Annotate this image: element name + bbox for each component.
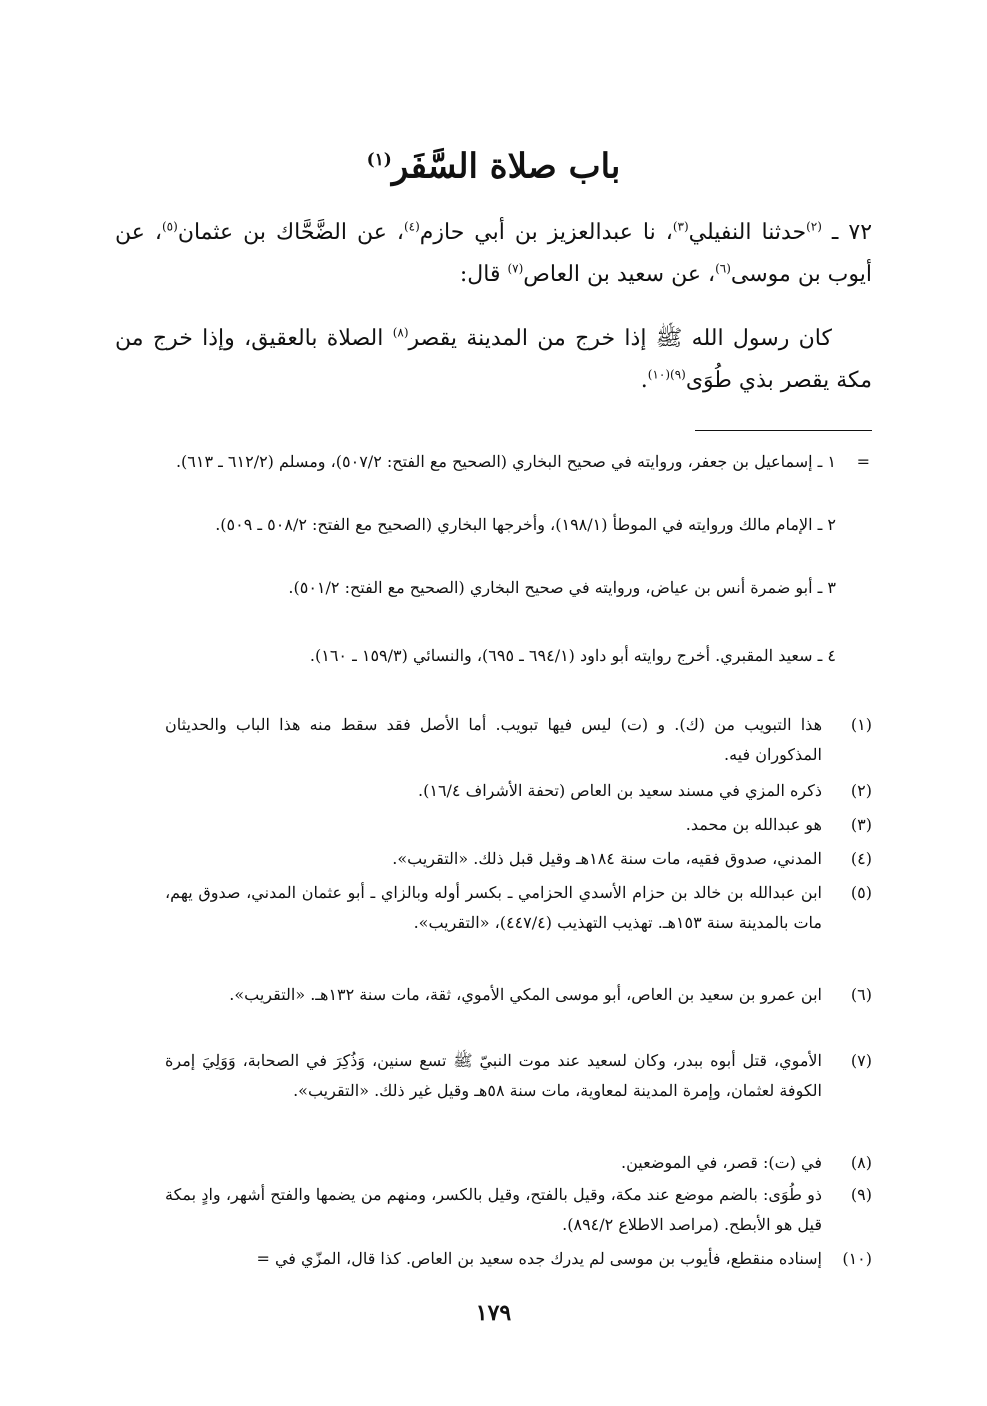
isnad-text: قال: bbox=[459, 262, 508, 287]
matn-text: الصلاة بالعقيق، وإذا خرج من مكة يقصر بذي طُوَى bbox=[115, 326, 872, 393]
isnad-text: ، نا عبدالعزيز بن أبي حازم bbox=[419, 220, 673, 245]
footnote-text: هذا التبويب من (ك). و (ت) ليس فيها تبويب. أما الأصل فقد سقط منه هذا الباب والحديثان المذكوران فيه. bbox=[165, 715, 822, 764]
footnote-text: إسناده منقطع، فأيوب بن موسى لم يدرك جده سعيد بن العاص. كذا قال، المزّي في = bbox=[256, 1249, 822, 1268]
footnote-number: (١٠) bbox=[842, 1249, 872, 1268]
footnote-number: (٤) bbox=[850, 849, 872, 868]
chapter-title bbox=[0, 140, 987, 186]
ref-3: (٣) bbox=[672, 219, 689, 234]
continued-note: ١ ـ إسماعيل بن جعفر، وروايته في صحيح البخاري (الصحيح مع الفتح: ٥٠٧/٢)، ومسلم (٦١٢/٢ ـ ٦١٣). bbox=[175, 452, 836, 471]
footnote-number: (١) bbox=[850, 715, 872, 734]
chapter-title-text: باب صلاة السَّفَر bbox=[391, 146, 621, 187]
footnote-number: (٢) bbox=[850, 781, 872, 800]
footnote bbox=[165, 710, 872, 770]
continued-note: ٢ ـ الإمام مالك وروايته في الموطأ (١٩٨/١)، وأخرجها البخاري (الصحيح مع الفتح: ٥٠٨/٢ ـ ٥٠٩). bbox=[215, 515, 836, 534]
ref-9: (٩) bbox=[670, 367, 686, 382]
footnote-number: (٧) bbox=[850, 1051, 872, 1070]
page-number: ١٧٩ bbox=[475, 1300, 512, 1326]
chapter-title-ref: (١) bbox=[366, 150, 392, 170]
footnote bbox=[165, 810, 872, 840]
ref-7: (٧) bbox=[507, 261, 524, 276]
isnad-text: حدثنا النفيلي bbox=[688, 220, 807, 245]
ref-5: (٥) bbox=[161, 219, 178, 234]
footnote bbox=[165, 1046, 872, 1106]
footnote bbox=[165, 1148, 872, 1178]
continued-note: ٣ ـ أبو ضمرة أنس بن عياض، وروايته في صحيح البخاري (الصحيح مع الفتح: ٥٠١/٢). bbox=[288, 578, 836, 597]
footnote-text: ذكره المزي في مسند سعيد بن العاص (تحفة الأشراف ١٦/٤). bbox=[418, 781, 822, 800]
ref-8: (٨) bbox=[392, 325, 409, 340]
matn-text: . bbox=[640, 368, 648, 393]
footnote-text: ابن عمرو بن سعيد بن العاص، أبو موسى المكي الأموي، ثقة، مات سنة ١٣٢هـ. «التقريب». bbox=[229, 985, 822, 1004]
hadith-matn bbox=[115, 318, 872, 402]
footnote-number: (٣) bbox=[850, 815, 872, 834]
isnad-text: ، عن سعيد بن العاص bbox=[523, 262, 716, 287]
footnote-text: ابن عبدالله بن خالد بن حزام الأسدي الحزامي ـ بكسر أوله وبالزاي ـ أبو عثمان المدني، صدوق يهم، مات بالمدينة سنة ١٥٣هـ. تهذيب التهذيب (٤٤٧/٤)، «التقريب». bbox=[165, 883, 822, 932]
footnote-text: في (ت): قصر، في الموضعين. bbox=[621, 1153, 822, 1172]
hadith-isnad bbox=[115, 212, 872, 296]
footnote bbox=[165, 1244, 872, 1274]
footnote-text: المدني، صدوق فقيه، مات سنة ١٨٤هـ وقيل قبل ذلك. «التقريب». bbox=[392, 849, 822, 868]
footnote-number: (٥) bbox=[850, 883, 872, 902]
footnote bbox=[165, 844, 872, 874]
continued-note: ٤ ـ سعيد المقبري. أخرج روايته أبو داود (٦٩٤/١ ـ ٦٩٥)، والنسائي (١٥٩/٣ ـ ١٦٠). bbox=[309, 646, 836, 665]
footnote-number: (٩) bbox=[850, 1185, 872, 1204]
footnote-text: الأموي، قتل أبوه ببدر، وكان لسعيد عند موت النبيّ ﷺ تسع سنين، وَذُكِرَ في الصحابة، وَوَلِيَ إمرة الكوفة لعثمان، وإمرة المدينة لمعاوية، مات سنة ٥٨هـ وقيل غير ذلك. «التقريب». bbox=[165, 1051, 822, 1100]
footnote bbox=[165, 980, 872, 1010]
ref-4: (٤) bbox=[403, 219, 420, 234]
ref-10: (١٠) bbox=[647, 367, 670, 382]
footnote-text: ذو طُوَى: بالضم موضع عند مكة، وقيل بالفتح، وقيل بالكسر، ومنهم من يضمها والفتح أشهر، وادٍ بمكة قيل هو الأبطح. (مراصد الاطلاع ٨٩٤/٢). bbox=[165, 1185, 822, 1234]
footnote-number: (٨) bbox=[850, 1153, 872, 1172]
isnad-text: ، عن أيوب بن موسى bbox=[115, 220, 872, 287]
ref-2: (٢) bbox=[806, 219, 822, 234]
isnad-text: ، عن الضَّحَّاك بن عثمان bbox=[177, 220, 404, 245]
matn-text: كان رسول الله ﷺ إذا خرج من المدينة يقصر bbox=[408, 326, 832, 351]
footnote-divider bbox=[695, 430, 872, 431]
continuation-marker: = bbox=[856, 452, 870, 471]
footnote bbox=[165, 776, 872, 806]
footnote bbox=[165, 878, 872, 938]
footnote-text: هو عبدالله بن محمد. bbox=[685, 815, 822, 834]
footnote bbox=[165, 1180, 872, 1240]
footnote-number: (٦) bbox=[850, 985, 872, 1004]
ref-6: (٦) bbox=[715, 261, 731, 276]
hadith-number: ٧٢ ـ bbox=[821, 220, 873, 245]
